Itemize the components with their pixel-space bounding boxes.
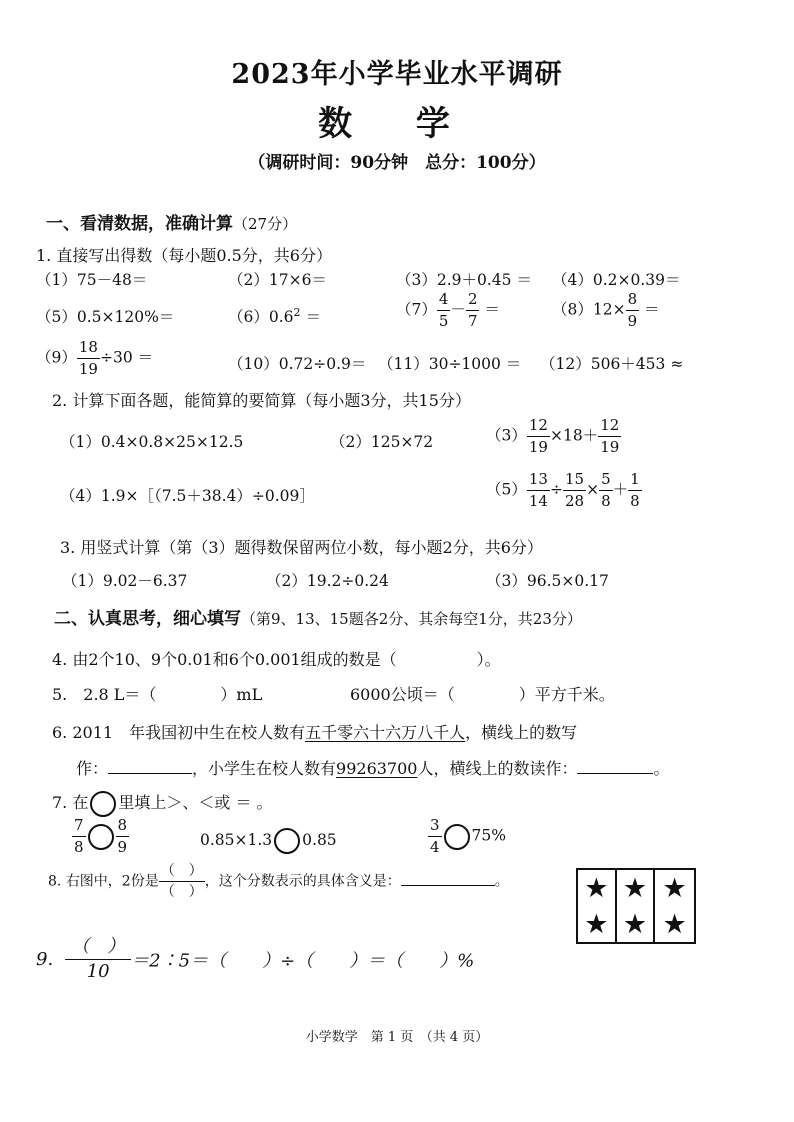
q7-compare-b xyxy=(200,828,337,854)
q2-item-3-mid: ×18＋ xyxy=(549,426,599,445)
q1-item-9-num: （9） xyxy=(36,348,77,367)
q1-item-6-exponent: 2 xyxy=(293,305,301,319)
q3-item-3: （3）96.5×0.17 xyxy=(486,572,609,590)
q3-item-1: （1）9.02－6.37 xyxy=(62,572,188,590)
section-2-points: （第9、13、15题各2分、其余每空1分，共23分） xyxy=(241,610,582,628)
numerator: 5 xyxy=(599,472,613,491)
numerator: 12 xyxy=(527,418,550,437)
q6-line2-mid: ，小学生在校人数有 xyxy=(192,759,337,778)
question-9 xyxy=(36,938,474,981)
denominator: 14 xyxy=(528,492,548,510)
q9-number: 9. xyxy=(36,949,54,970)
section-1-title: 一、看清数据，准确计算 xyxy=(46,214,233,234)
q1-item-7-op: － xyxy=(450,300,466,319)
q2-item-3-fraction-1 xyxy=(527,418,550,455)
circle-symbol-icon xyxy=(90,791,116,817)
star-icon: ★ xyxy=(578,906,617,942)
q1-item-12: （12）506＋453 ≈ xyxy=(540,355,684,373)
q6-underlined-number-words: 五千零六十六万八千人 xyxy=(305,723,466,742)
q7-c-fraction xyxy=(428,818,442,855)
q2-item-2: （2）125×72 xyxy=(330,433,434,451)
star-icon: ★ xyxy=(578,870,617,906)
q1-item-9-post: ÷30 ＝ xyxy=(99,348,154,367)
q9-rest: ＝2∶5＝（ ）÷（ ）＝（ ）% xyxy=(131,950,475,972)
q7-b-answer-circle[interactable] xyxy=(274,828,300,854)
page-footer: 小学数学 第 1 页 （共 4 页） xyxy=(305,1030,489,1045)
denominator: 28 xyxy=(564,492,585,510)
q7-c-answer-circle[interactable] xyxy=(444,824,470,850)
numerator: 12 xyxy=(598,418,621,437)
denominator: 10 xyxy=(86,961,110,982)
q1-item-7 xyxy=(396,292,500,329)
q8-fraction-answer[interactable] xyxy=(159,864,205,899)
q2-item-4: （4）1.9×［（7.5＋38.4）÷0.09］ xyxy=(60,487,315,505)
q1-item-7-equals: ＝ xyxy=(479,300,500,319)
denominator: 19 xyxy=(78,360,98,378)
numerator: 8 xyxy=(626,292,640,311)
q1-item-9 xyxy=(36,340,153,377)
question-8 xyxy=(48,864,509,899)
numerator: 15 xyxy=(563,472,586,491)
star-icon: ★ xyxy=(662,908,687,940)
q2-item-5-num: （5） xyxy=(486,480,527,499)
section-1-heading xyxy=(46,209,297,234)
denominator: 7 xyxy=(467,312,478,330)
q2-item-5-fraction-4 xyxy=(628,472,642,509)
denominator: 8 xyxy=(74,838,84,856)
q8-answer-blank[interactable] xyxy=(401,885,495,886)
question-1-label: 1. 直接写出得数（每小题0.5分，共6分） xyxy=(36,246,332,265)
q6-line2-pre: 作： xyxy=(76,759,109,778)
q6-answer-blank-2[interactable] xyxy=(577,773,653,774)
denominator: 19 xyxy=(600,438,620,456)
star-grid-figure xyxy=(576,868,696,944)
q7-a-fraction-1 xyxy=(72,818,86,855)
q2-item-3 xyxy=(486,418,621,455)
numerator: 2 xyxy=(466,292,480,311)
denominator: 8 xyxy=(601,492,611,510)
q2-item-1: （1）0.4×0.8×25×12.5 xyxy=(60,433,244,451)
q7-a-answer-circle[interactable] xyxy=(88,824,114,850)
q1-item-6-equals: ＝ xyxy=(300,308,321,326)
q7-compare-c xyxy=(428,818,506,855)
q1-item-7-num: （7） xyxy=(396,300,437,319)
numerator: 18 xyxy=(77,340,100,359)
q6-answer-blank-1[interactable] xyxy=(108,773,192,774)
question-7-label xyxy=(52,790,273,817)
q1-item-9-fraction xyxy=(77,340,100,377)
q1-item-11: （11）30÷1000 ＝ xyxy=(378,355,522,373)
q2-item-5-fraction-1 xyxy=(527,472,550,509)
q7-b-right: 0.85 xyxy=(302,831,337,849)
q7-compare-a xyxy=(72,818,129,855)
q1-item-8-fraction xyxy=(626,292,640,329)
star-icon: ★ xyxy=(617,906,656,942)
section-2-heading xyxy=(54,604,582,629)
q6-underlined-number: 99263700 xyxy=(336,759,418,778)
q7-c-right: 75% xyxy=(471,826,506,845)
q1-item-7-fraction-1 xyxy=(437,292,451,329)
numerator: 1 xyxy=(628,472,642,491)
numerator: 7 xyxy=(72,818,86,837)
q2-item-5-op-2: × xyxy=(586,480,600,499)
q2-item-5 xyxy=(486,472,642,509)
denominator: 5 xyxy=(438,312,449,330)
q6-line1-post: ，横线上的数写 xyxy=(465,723,578,742)
section-1-points: （27分） xyxy=(233,215,298,233)
denominator: 4 xyxy=(430,838,440,856)
star-icon: ★ xyxy=(617,870,656,906)
question-6-line-2 xyxy=(76,756,670,779)
q1-item-6 xyxy=(228,305,321,327)
numerator: 4 xyxy=(437,292,451,311)
numerator: 13 xyxy=(527,472,550,491)
numerator-blank[interactable]: （ ） xyxy=(65,938,131,960)
q6-line1-pre: 6. 2011 年我国初中生在校人数有 xyxy=(52,723,306,742)
section-2-title: 二、认真思考，细心填写 xyxy=(54,609,241,629)
q7-a-fraction-2 xyxy=(116,818,130,855)
denominator: 19 xyxy=(528,438,548,456)
q1-item-6-base: （6）0.6 xyxy=(228,308,294,326)
question-2-label: 2. 计算下面各题，能简算的要简算（每小题3分，共15分） xyxy=(52,391,471,410)
question-6-line-1 xyxy=(52,720,577,743)
q1-item-5: （5）0.5×120%＝ xyxy=(36,308,175,326)
q7-pre: 7. 在 xyxy=(52,793,89,812)
numerator-blank[interactable]: （ ） xyxy=(159,864,205,882)
q6-line2-end: 。 xyxy=(653,759,670,778)
q1-item-2: （2）17×6＝ xyxy=(228,271,327,289)
q2-item-5-fraction-2 xyxy=(563,472,586,509)
q2-item-3-fraction-2 xyxy=(598,418,621,455)
numerator: 3 xyxy=(428,818,442,837)
numerator: 8 xyxy=(116,818,130,837)
q1-item-7-fraction-2 xyxy=(466,292,480,329)
star-icon: ★ xyxy=(662,872,687,904)
q8-pre: 8. 右图中，2份是 xyxy=(48,873,159,890)
question-5-part-2: 6000公顷＝（ ）平方千米。 xyxy=(350,685,615,704)
q1-item-8 xyxy=(552,292,660,329)
q1-item-1: （1）75－48＝ xyxy=(36,271,148,289)
q9-fraction xyxy=(65,938,131,981)
subject-title: 数 学 xyxy=(318,104,476,144)
question-5-part-1: 5. 2.8 L＝（ ）mL xyxy=(52,685,263,704)
q8-end: 。 xyxy=(494,873,509,890)
q2-item-5-fraction-3 xyxy=(599,472,613,509)
q1-item-8-equals: ＝ xyxy=(639,300,660,319)
q7-b-left: 0.85×1.3 xyxy=(200,831,273,849)
q1-item-4: （4）0.2×0.39＝ xyxy=(552,271,681,289)
exam-title: 2023年小学毕业水平调研 xyxy=(231,59,563,90)
q8-post: ，这个分数表示的具体含义是： xyxy=(204,873,401,890)
q1-item-10: （10）0.72÷0.9＝ xyxy=(228,355,367,373)
q2-item-3-num: （3） xyxy=(486,426,527,445)
q3-item-2: （2）19.2÷0.24 xyxy=(266,572,389,590)
denominator: 8 xyxy=(630,492,640,510)
q1-item-3: （3）2.9＋0.45 ＝ xyxy=(396,271,532,289)
question-3-label: 3. 用竖式计算（第（3）题得数保留两位小数，每小题2分，共6分） xyxy=(60,538,543,557)
question-4: 4. 由2个10、9个0.01和6个0.001组成的数是（ ）。 xyxy=(52,650,501,669)
denominator: 9 xyxy=(117,838,128,856)
denominator-blank[interactable]: （ ） xyxy=(160,884,203,900)
q7-post: 里填上＞、＜或 ＝ 。 xyxy=(118,793,273,812)
q6-line2-post: 人，横线上的数读作： xyxy=(417,759,578,778)
q2-item-5-op-3: ＋ xyxy=(612,480,629,499)
q2-item-5-op-1: ÷ xyxy=(549,480,563,499)
q1-item-8-pre: （8）12× xyxy=(552,300,626,319)
exam-info: （调研时间：90分钟 总分：100分） xyxy=(248,153,546,173)
denominator: 9 xyxy=(627,312,638,330)
